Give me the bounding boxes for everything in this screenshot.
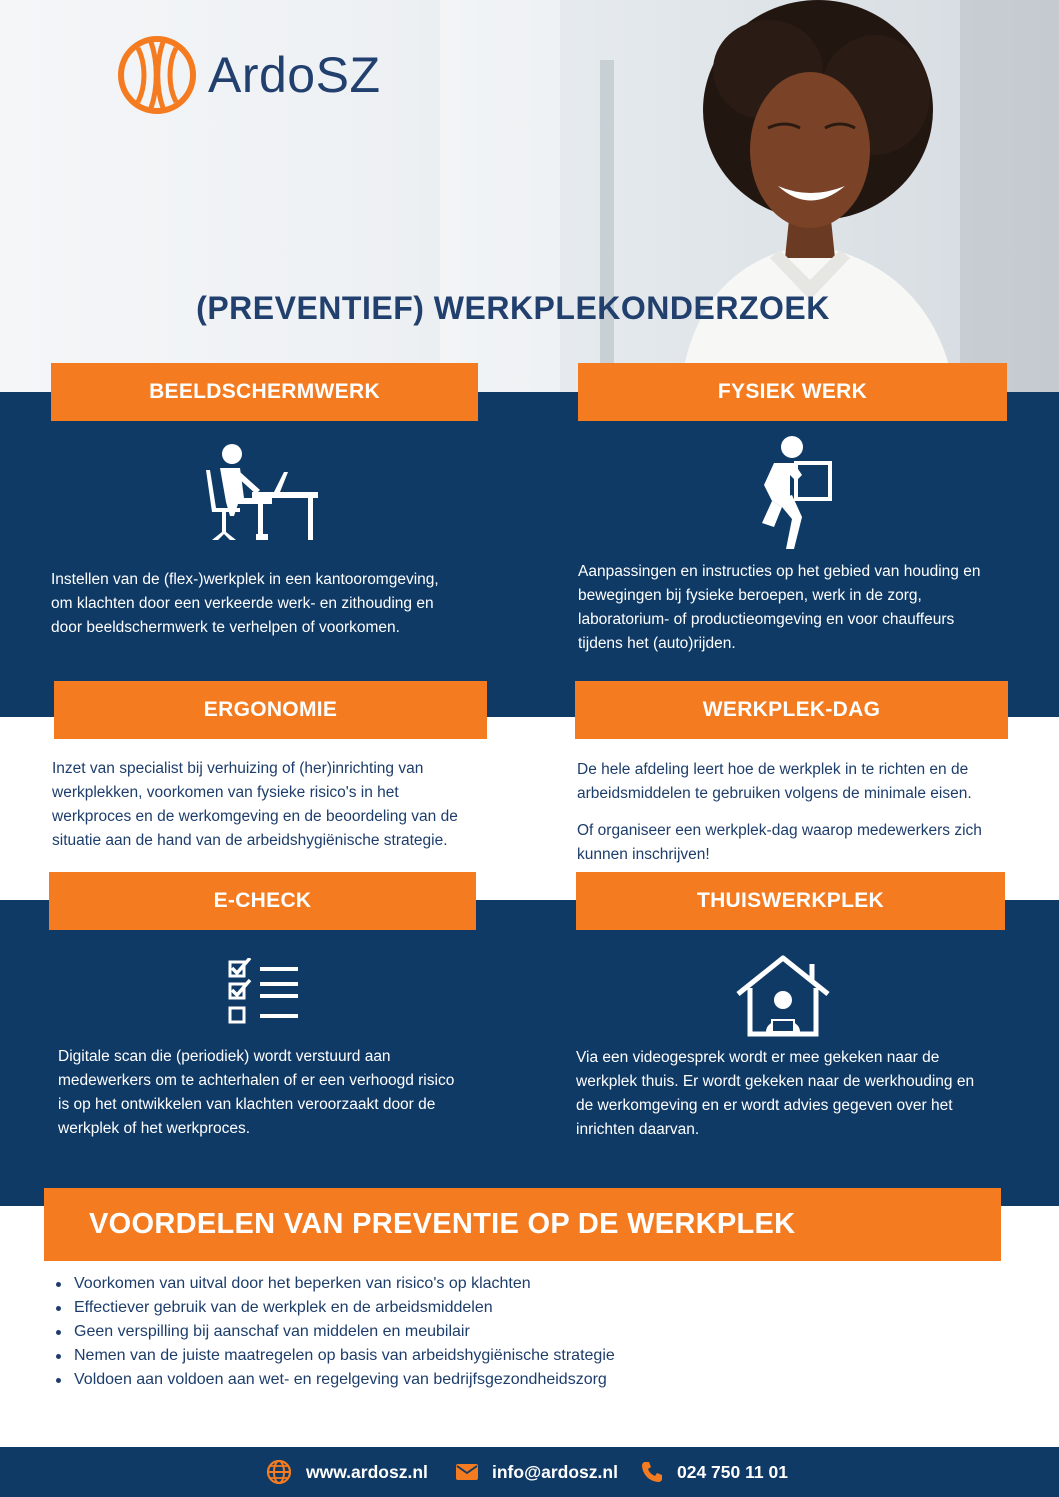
checklist-icon xyxy=(226,958,300,1028)
text-line: kunnen inschrijven! xyxy=(577,846,710,863)
background-window-frame xyxy=(600,60,614,390)
phone-text: 024 750 11 01 xyxy=(677,1461,788,1482)
text-line: Of organiseer een werkplek-dag waarop medewerkers zich xyxy=(577,822,982,839)
list-item: Voorkomen van uitval door het beperken van risico's op klachten xyxy=(56,1272,615,1296)
envelope-icon xyxy=(456,1464,478,1480)
email-text: info@ardosz.nl xyxy=(492,1461,618,1482)
text-line: is op het ontwikkelen van klachten veroorzaakt door de xyxy=(58,1096,436,1113)
ergonomie-description xyxy=(52,757,458,853)
footer-phone-link[interactable] xyxy=(641,1447,788,1497)
list-item: Nemen van de juiste maatregelen op basis van arbeidshygiënische strategie xyxy=(56,1344,615,1368)
text-line: om klachten door een verkeerde werk- en zithouding en xyxy=(51,595,434,612)
smiling-woman-photo xyxy=(650,0,970,392)
background-shelf xyxy=(960,0,1059,392)
text-line: tijdens het (auto)rijden. xyxy=(578,635,736,652)
phone-icon xyxy=(641,1461,663,1483)
benefits-heading: VOORDELEN VAN PREVENTIE OP DE WERKPLEK xyxy=(44,1188,1001,1261)
home-office-icon xyxy=(734,954,832,1038)
beeldschermwerk-description xyxy=(51,568,439,640)
section-heading-werkplek-dag: WERKPLEK-DAG xyxy=(575,681,1008,739)
text-line: door beeldschermwerk te verhelpen of voorkomen. xyxy=(51,619,400,636)
footer xyxy=(0,1447,1059,1497)
text-line: arbeidsmiddelen te gebruiken volgens de minimale eisen. xyxy=(577,785,972,802)
text-line: Digitale scan die (periodiek) wordt verstuurd aan xyxy=(58,1048,391,1065)
paragraph-gap xyxy=(577,806,982,819)
list-item: Effectiever gebruik van de werkplek en de arbeidsmiddelen xyxy=(56,1296,615,1320)
footer-website-link[interactable] xyxy=(266,1447,428,1497)
text-line: werkplekken, voorkomen van fysieke risico's in het xyxy=(52,784,399,801)
person-lifting-box-icon xyxy=(752,435,836,551)
text-line: bewegingen bij fysieke beroepen, werk in de zorg, xyxy=(578,587,922,604)
footer-email-link[interactable] xyxy=(456,1447,618,1497)
text-line: Instellen van de (flex-)werkplek in een kantooromgeving, xyxy=(51,571,439,588)
list-item: Voldoen aan voldoen aan wet- en regelgeving van bedrijfsgezondheidszorg xyxy=(56,1368,615,1392)
globe-icon xyxy=(266,1459,292,1485)
text-line: Aanpassingen en instructies op het gebied van houding en xyxy=(578,563,981,580)
benefits-list xyxy=(56,1272,615,1392)
background-window xyxy=(440,0,560,392)
text-line: situatie aan de hand van de arbeidshygiënische strategie. xyxy=(52,832,448,849)
text-line: werkproces en de werkomgeving en de beoordeling van de xyxy=(52,808,458,825)
text-line: laboratorium- of productieomgeving en voor chauffeurs xyxy=(578,611,955,628)
section-heading-thuiswerkplek: THUISWERKPLEK xyxy=(576,872,1005,930)
text-line: De hele afdeling leert hoe de werkplek in te richten en de xyxy=(577,761,969,778)
section-heading-fysiek-werk: FYSIEK WERK xyxy=(578,363,1007,421)
section-heading-ergonomie: ERGONOMIE xyxy=(54,681,487,739)
website-text: www.ardosz.nl xyxy=(306,1461,428,1482)
text-line: Inzet van specialist bij verhuizing of (her)inrichting van xyxy=(52,760,424,777)
text-line: Via een videogesprek wordt er mee gekeken naar de xyxy=(576,1049,940,1066)
text-line: werkplek of het werkproces. xyxy=(58,1120,251,1137)
section-heading-beeldschermwerk: BEELDSCHERMWERK xyxy=(51,363,478,421)
navy-band-top xyxy=(0,392,1059,717)
text-line: inrichten daarvan. xyxy=(576,1121,700,1138)
person-at-desk-icon xyxy=(200,442,322,542)
e-check-description xyxy=(58,1045,454,1141)
ardosz-logo-mark-icon xyxy=(116,34,198,116)
text-line: de werkomgeving en er wordt advies gegeven over het xyxy=(576,1097,953,1114)
werkplek-dag-description xyxy=(577,758,982,867)
thuiswerkplek-description xyxy=(576,1046,974,1142)
text-line: medewerkers om te achterhalen of er een verhoogd risico xyxy=(58,1072,455,1089)
section-heading-e-check: E-CHECK xyxy=(49,872,476,930)
list-item: Geen verspilling bij aanschaf van middelen en meubilair xyxy=(56,1320,615,1344)
page-title: (PREVENTIEF) WERKPLEKONDERZOEK xyxy=(196,290,830,326)
ardosz-logo xyxy=(116,34,381,116)
text-line: werkplek thuis. Er wordt gekeken naar de werkhouding en xyxy=(576,1073,975,1090)
fysiek-werk-description xyxy=(578,560,980,656)
brand-name: ArdoSZ xyxy=(208,47,381,103)
